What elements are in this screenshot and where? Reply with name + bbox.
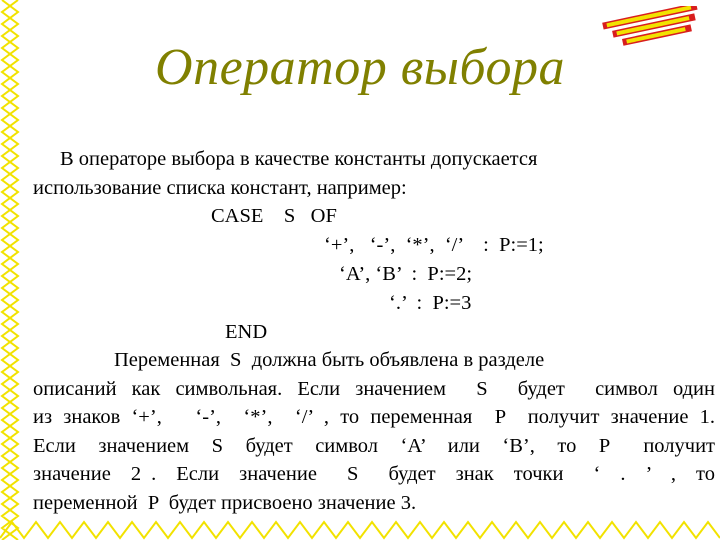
code-line-end: END — [225, 321, 268, 343]
zigzag-border-bottom — [0, 520, 720, 540]
code-line-branch-1: ‘+’, ‘-’, ‘*’, ‘/’ : P:=1; — [324, 234, 544, 256]
text-line-3: Переменная S должна быть объявлена в разделе — [114, 349, 545, 371]
text-line-8: переменной P будет присвоено значение 3. — [33, 492, 417, 514]
text-line-1: В операторе выбора в качестве константы допускается — [60, 148, 538, 170]
text-line-6: Если значением S будет символ ‘A’ или ‘B’, то P получит — [33, 435, 715, 457]
code-line-branch-2: ‘A’, ‘B’ : P:=2; — [339, 263, 473, 285]
slide-title: Оператор выбора — [155, 39, 565, 96]
code-line-case: CASE S OF — [211, 205, 337, 227]
code-line-branch-3: ‘.’ : P:=3 — [389, 292, 472, 314]
text-line-2: использование списка констант, например: — [33, 177, 407, 199]
text-line-4: описаний как символьная. Если значением S будет символ один — [33, 378, 715, 400]
text-line-5: из знаков ‘+’, ‘-’, ‘*’, ‘/’ , то переменная P получит значение 1. — [33, 406, 715, 428]
text-line-7: значение 2 . Если значение S будет знак точки ‘ . ’ , то — [33, 463, 715, 485]
